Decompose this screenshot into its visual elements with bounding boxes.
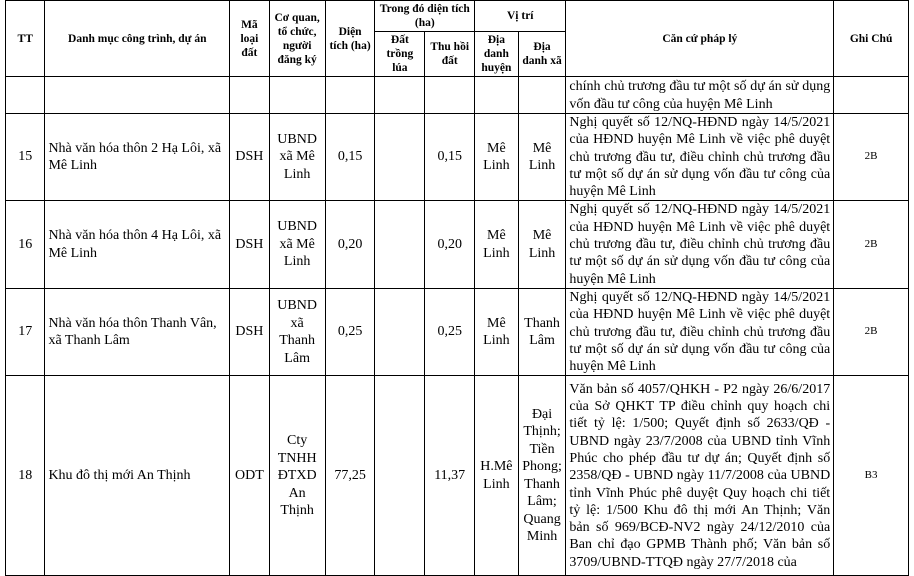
project-name: Nhà văn hóa thôn 4 Hạ Lôi, xã Mê Linh bbox=[45, 201, 230, 288]
header-tt: TT bbox=[6, 1, 45, 77]
row-number: 15 bbox=[6, 114, 45, 201]
recovered-land: 0,20 bbox=[425, 201, 475, 288]
row-number: 16 bbox=[6, 201, 45, 288]
legal-basis-cell: chính chủ trương đầu tư một số dự án sử dụng vốn đầu tư công của huyện Mê Linh bbox=[566, 77, 834, 114]
recovered-land: 11,37 bbox=[425, 376, 475, 576]
area: 0,15 bbox=[325, 114, 375, 201]
recovered-land: 0,25 bbox=[425, 288, 475, 375]
project-name: Nhà văn hóa thôn 2 Hạ Lôi, xã Mê Linh bbox=[45, 114, 230, 201]
commune: Mê Linh bbox=[518, 114, 566, 201]
header-land-type-code: Mã loại đất bbox=[230, 1, 269, 77]
rice-land bbox=[375, 288, 425, 375]
header-area: Diện tích (ha) bbox=[325, 1, 375, 77]
rice-land bbox=[375, 201, 425, 288]
note-cell: 2B bbox=[834, 114, 909, 201]
land-use-project-table bbox=[5, 0, 909, 576]
district: Mê Linh bbox=[475, 288, 519, 375]
commune: Thanh Lâm bbox=[518, 288, 566, 375]
rice-land bbox=[375, 376, 425, 576]
table-row-continuation bbox=[6, 77, 909, 114]
header-commune: Địa danh xã bbox=[518, 32, 566, 77]
area: 0,25 bbox=[325, 288, 375, 375]
table-row bbox=[6, 114, 909, 201]
row-number: 17 bbox=[6, 288, 45, 375]
note-cell: 2B bbox=[834, 201, 909, 288]
recovered-land: 0,15 bbox=[425, 114, 475, 201]
table-row bbox=[6, 201, 909, 288]
header-note: Ghi Chú bbox=[834, 1, 909, 77]
header-district: Địa danh huyện bbox=[475, 32, 519, 77]
land-type-code: DSH bbox=[230, 288, 269, 375]
area: 77,25 bbox=[325, 376, 375, 576]
land-type-code: DSH bbox=[230, 114, 269, 201]
table-row bbox=[6, 376, 909, 576]
header-project-name: Danh mục công trình, dự án bbox=[45, 1, 230, 77]
registrant: UBND xã Mê Linh bbox=[269, 201, 325, 288]
legal-basis-cell: Nghị quyết số 12/NQ-HĐND ngày 14/5/2021 của HĐND huyện Mê Linh về việc phê duyệt chủ trương đầu tư, điều chỉnh chủ trương đầu tư một số dự án sử dụng vốn đầu tư công của huyện Mê Linh bbox=[566, 114, 834, 201]
header-area-breakdown: Trong đó diện tích (ha) bbox=[375, 1, 475, 32]
header-registrant: Cơ quan, tổ chức, người đăng ký bbox=[269, 1, 325, 77]
registrant: Cty TNHH ĐTXD An Thịnh bbox=[269, 376, 325, 576]
rice-land bbox=[375, 114, 425, 201]
legal-basis-cell: Nghị quyết số 12/NQ-HĐND ngày 14/5/2021 của HĐND huyện Mê Linh về việc phê duyệt chủ trương đầu tư, điều chỉnh chủ trương đầu tư một số dự án sử dụng vốn đầu tư công của huyện Mê Linh bbox=[566, 288, 834, 375]
note-cell: B3 bbox=[834, 376, 909, 576]
land-type-code: ODT bbox=[230, 376, 269, 576]
district: Mê Linh bbox=[475, 114, 519, 201]
land-type-code: DSH bbox=[230, 201, 269, 288]
project-name: Nhà văn hóa thôn Thanh Vân, xã Thanh Lâm bbox=[45, 288, 230, 375]
project-name: Khu đô thị mới An Thịnh bbox=[45, 376, 230, 576]
header-recovered-land: Thu hồi đất bbox=[425, 32, 475, 77]
note-cell: 2B bbox=[834, 288, 909, 375]
header-location: Vị trí bbox=[475, 1, 566, 32]
header-rice-land: Đất trồng lúa bbox=[375, 32, 425, 77]
row-number: 18 bbox=[6, 376, 45, 576]
district: H.Mê Linh bbox=[475, 376, 519, 576]
table-row bbox=[6, 288, 909, 375]
registrant: UBND xã Thanh Lâm bbox=[269, 288, 325, 375]
legal-basis-cell: Văn bản số 4057/QHKH - P2 ngày 26/6/2017 của Sở QHKT TP điều chỉnh quy hoạch chi tiết tỷ lệ: 1/500; Quyết định số 2633/QĐ - UBND ngày 23/7/2008 của UBND tỉnh Vĩnh Phúc cho phép đầu tư dự án; Quyết định số 2358/QĐ - UBND ngày 11/7/2008 của UBND tỉnh Vĩnh Phúc phê duyệt Quy hoạch chi tiết tỷ lệ: 1/500 Khu đô thị mới An Thịnh; Văn bản số 969/BCĐ-NV2 ngày 24/12/2010 của Ban chỉ đạo GPMB Thành phố; Văn bản số 3709/UBND-TTQĐ ngày 27/7/2018 của bbox=[566, 376, 834, 576]
header-legal-basis: Căn cứ pháp lý bbox=[566, 1, 834, 77]
district: Mê Linh bbox=[475, 201, 519, 288]
commune: Đại Thịnh; Tiền Phong; Thanh Lâm; Quang Minh bbox=[518, 376, 566, 576]
legal-basis-cell: Nghị quyết số 12/NQ-HĐND ngày 14/5/2021 của HĐND huyện Mê Linh về việc phê duyệt chủ trương đầu tư, điều chỉnh chủ trương đầu tư một số dự án sử dụng vốn đầu tư công của huyện Mê Linh bbox=[566, 201, 834, 288]
registrant: UBND xã Mê Linh bbox=[269, 114, 325, 201]
commune: Mê Linh bbox=[518, 201, 566, 288]
area: 0,20 bbox=[325, 201, 375, 288]
